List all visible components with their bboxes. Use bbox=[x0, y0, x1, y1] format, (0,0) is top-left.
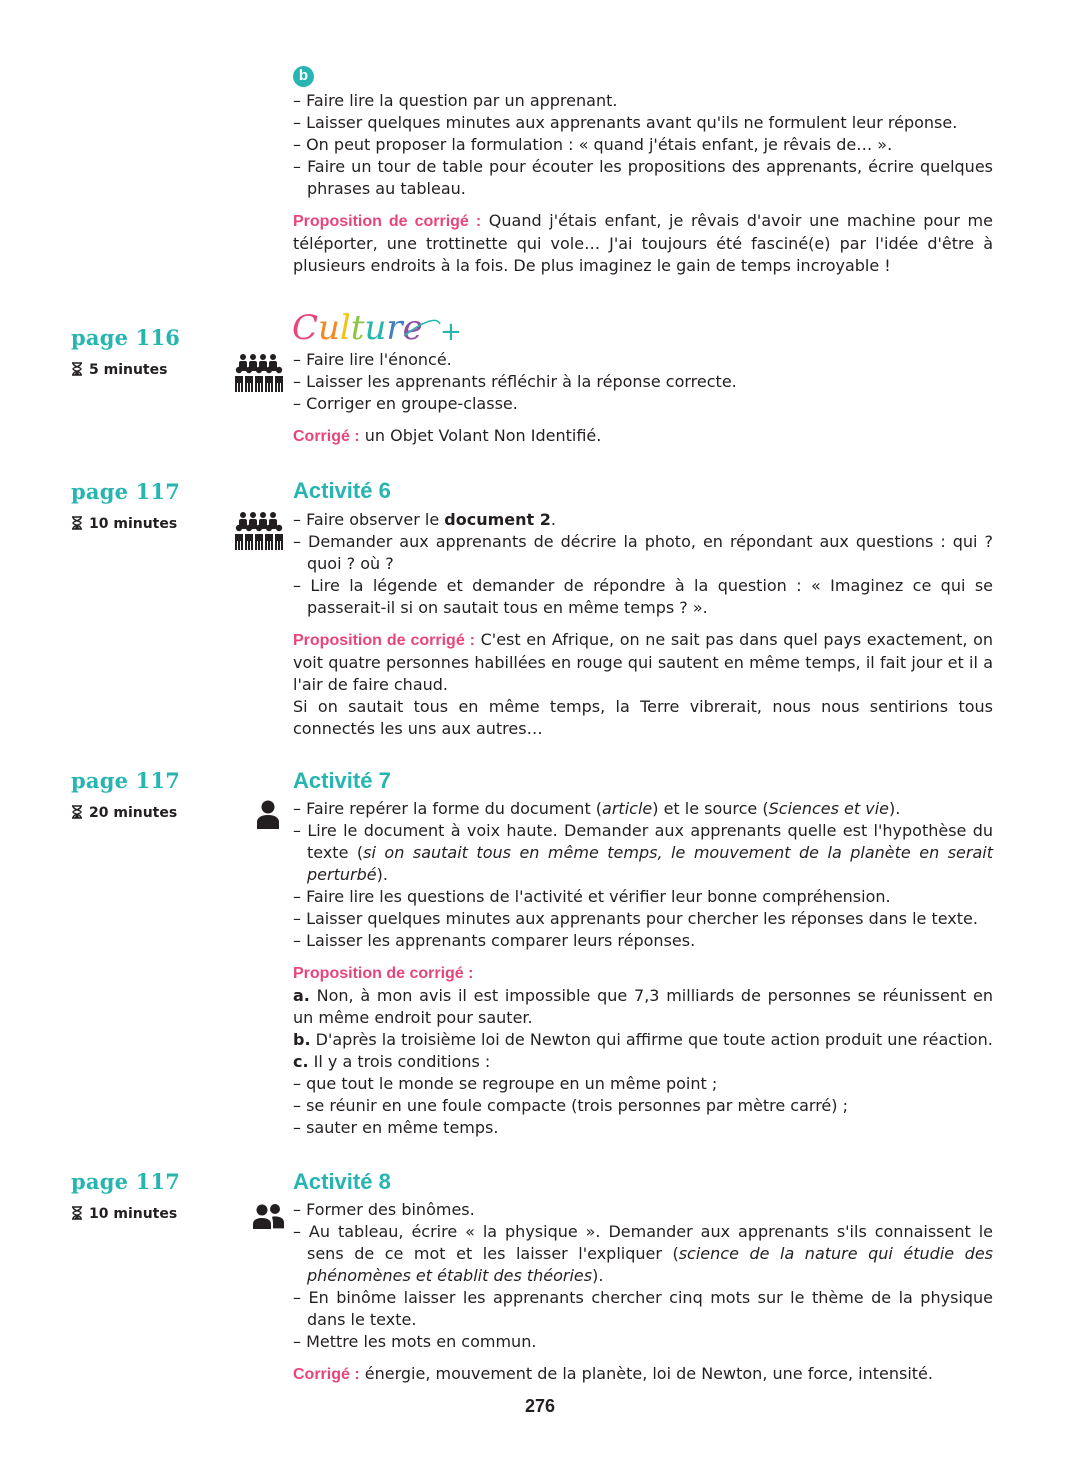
culture-letter: t bbox=[350, 308, 365, 346]
activite6-block bbox=[293, 509, 993, 740]
hourglass-icon bbox=[71, 516, 83, 530]
duration bbox=[71, 516, 177, 532]
culture-letter: e bbox=[402, 308, 423, 346]
list-item: – Former des binômes. bbox=[293, 1200, 475, 1219]
list-item: – Faire un tour de table pour écouter les propositions des apprenants, écrire quelques phrases au tableau. bbox=[293, 157, 993, 198]
duration-text: 20 minutes bbox=[89, 805, 178, 821]
culture-letter: u bbox=[364, 308, 387, 346]
list-item: – Laisser les apprenants réfléchir à la réponse correcte. bbox=[293, 372, 737, 391]
list-item: – se réunir en une foule compacte (trois personnes par mètre carré) ; bbox=[293, 1096, 848, 1115]
page-number: 276 bbox=[524, 1396, 556, 1416]
culture-letter: C bbox=[292, 308, 319, 346]
hourglass-icon bbox=[71, 1206, 83, 1220]
pair-icon bbox=[253, 1203, 285, 1231]
section-b-badge: b bbox=[293, 66, 314, 87]
answer-text: un Objet Volant Non Identifié. bbox=[359, 426, 602, 445]
list-item: – Mettre les mots en commun. bbox=[293, 1332, 537, 1351]
list-item: – Lire le document à voix haute. Demander aux apprenants quelle est l'hypothèse du texte (si on sautait tous en même temps, le mouvement de la planète en serait perturbé). bbox=[293, 821, 993, 884]
hourglass-icon bbox=[71, 805, 83, 819]
answer-c: c. Il y a trois conditions : bbox=[293, 1052, 491, 1071]
list-item: – Laisser quelques minutes aux apprenants avant qu'ils ne formulent leur réponse. bbox=[293, 113, 958, 132]
duration-text: 10 minutes bbox=[89, 516, 178, 532]
duration-text: 10 minutes bbox=[89, 1206, 178, 1222]
page-reference: page 117 bbox=[71, 768, 181, 793]
culture-block bbox=[293, 349, 993, 448]
list-item: – Laisser quelques minutes aux apprenants pour chercher les réponses dans le texte. bbox=[293, 909, 978, 928]
section-b-block bbox=[293, 90, 993, 277]
answer-paragraph bbox=[293, 210, 993, 277]
list-item: – Au tableau, écrire « la physique ». Demander aux apprenants s'ils connaissent le sens de ce mot et les laisser l'expliquer (science de la nature qui étudie des phénomènes et établit des théories). bbox=[293, 1222, 994, 1285]
answer-paragraph bbox=[293, 1363, 993, 1386]
answer-paragraph bbox=[293, 425, 993, 448]
culture-plus-title bbox=[292, 306, 472, 346]
group-class-icon bbox=[235, 511, 283, 553]
activite8-block bbox=[293, 1199, 993, 1386]
answer-a: a. Non, à mon avis il est impossible que 7,3 milliards de personnes se réunissent en un même endroit pour sauter. bbox=[293, 986, 993, 1027]
list-item: – Demander aux apprenants de décrire la photo, en répondant aux questions : qui ? quoi ? où ? bbox=[293, 532, 993, 573]
activity-title: Activité 7 bbox=[293, 768, 391, 793]
list-item: – En binôme laisser les apprenants chercher cinq mots sur le thème de la physique dans le texte. bbox=[293, 1288, 993, 1329]
answer-text: Quand j'étais enfant, je rêvais d'avoir une machine pour me téléporter, une trottinette qui vole… J'ai toujours été fasciné(e) par l'idée d'être à plusieurs endroits à la fois. De plus imaginez le gain de temps incroyable ! bbox=[293, 211, 993, 275]
activity-title: Activité 6 bbox=[293, 478, 391, 503]
answer-label: Corrigé : bbox=[293, 428, 360, 445]
answer-text: énergie, mouvement de la planète, loi de Newton, une force, intensité. bbox=[359, 1364, 933, 1383]
list-item: – Faire lire la question par un apprenant. bbox=[293, 91, 618, 110]
answer-label: Corrigé : bbox=[293, 1366, 360, 1383]
duration-text: 5 minutes bbox=[89, 362, 168, 378]
answer-b: b. D'après la troisième loi de Newton qui affirme que toute action produit une réaction. bbox=[293, 1030, 993, 1049]
list-item: – Faire lire les questions de l'activité et vérifier leur bonne compréhension. bbox=[293, 887, 891, 906]
list-item: – Lire la légende et demander de répondre à la question : « Imaginez ce qui se passerait-il si on sautait tous en même temps ? ». bbox=[293, 576, 993, 617]
culture-plus: + bbox=[440, 317, 462, 346]
culture-letter: l bbox=[339, 308, 351, 346]
list-item: – sauter en même temps. bbox=[293, 1118, 499, 1137]
list-item: – Faire repérer la forme du document (article) et le source (Sciences et vie). bbox=[293, 799, 901, 818]
duration bbox=[71, 805, 177, 821]
answer-text: C'est en Afrique, on ne sait pas dans quel pays exactement, on voit quatre personnes habillées en rouge qui sautent en même temps, il fait jour et il a l'air de faire chaud. bbox=[293, 630, 993, 694]
culture-letter: r bbox=[386, 308, 403, 346]
answer-paragraph: Si on sautait tous en même temps, la Terre vibrerait, nous nous sentirions tous connectés les uns aux autres… bbox=[293, 697, 993, 738]
page-reference: page 117 bbox=[71, 479, 181, 504]
answer-label: Proposition de corrigé : bbox=[293, 213, 482, 230]
group-class-icon bbox=[235, 353, 283, 395]
individual-icon bbox=[256, 800, 280, 830]
page-reference: page 117 bbox=[71, 1169, 181, 1194]
activity-title: Activité 8 bbox=[293, 1169, 391, 1194]
svg-text:Culture bbox=[292, 308, 423, 346]
duration bbox=[71, 1206, 177, 1222]
hourglass-icon bbox=[71, 362, 83, 376]
duration bbox=[71, 362, 167, 378]
page-reference: page 116 bbox=[71, 325, 181, 350]
answer-paragraph bbox=[293, 629, 993, 696]
list-item: – Faire observer le document 2. bbox=[293, 510, 556, 529]
list-item: – que tout le monde se regroupe en un même point ; bbox=[293, 1074, 718, 1093]
answer-label: Proposition de corrigé : bbox=[293, 965, 474, 982]
list-item: – Corriger en groupe-classe. bbox=[293, 394, 518, 413]
answer-label: Proposition de corrigé : bbox=[293, 632, 476, 649]
answer-label-line bbox=[293, 962, 993, 985]
activite7-block bbox=[293, 798, 993, 1139]
list-item: – Laisser les apprenants comparer leurs réponses. bbox=[293, 931, 696, 950]
list-item: – Faire lire l'énoncé. bbox=[293, 350, 452, 369]
culture-letter: u bbox=[318, 308, 340, 346]
list-item: – On peut proposer la formulation : « quand j'étais enfant, je rêvais de… ». bbox=[293, 135, 893, 154]
